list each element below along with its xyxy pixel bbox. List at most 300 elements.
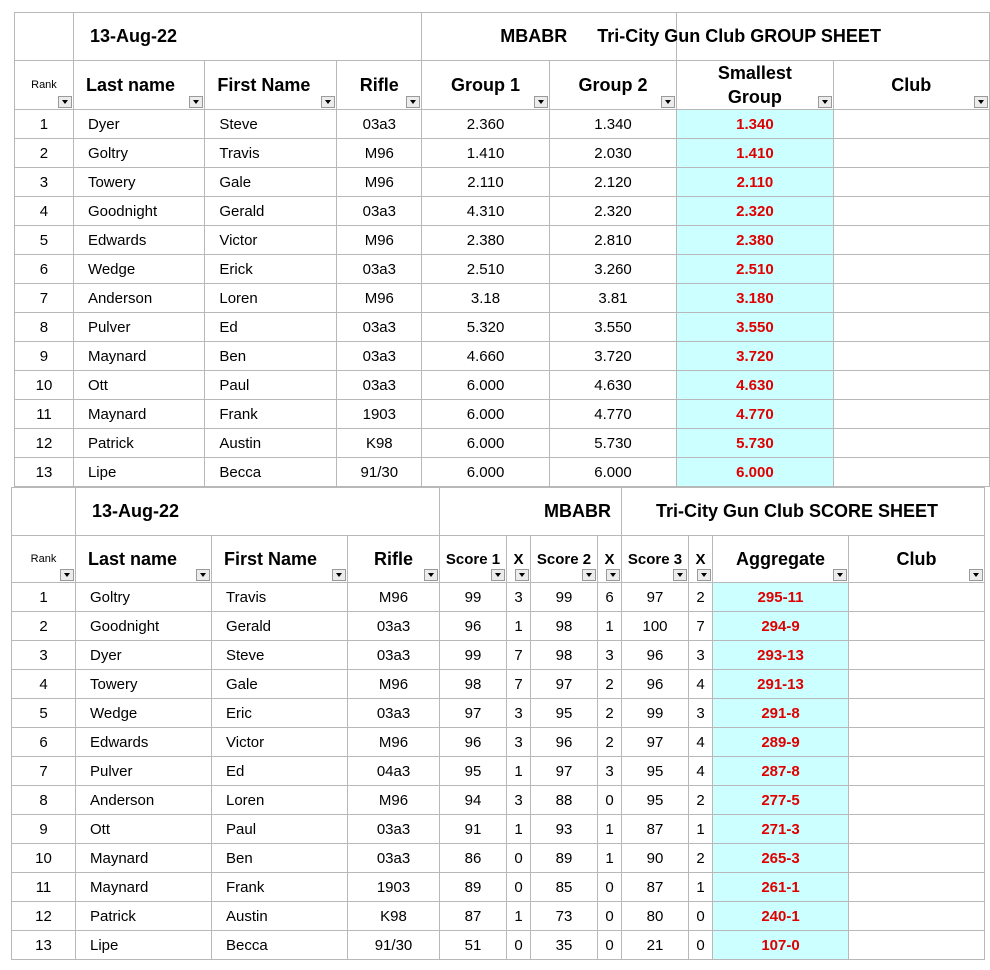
- column-header-rifle[interactable]: [337, 61, 422, 110]
- filter-dropdown-arrow-icon[interactable]: [60, 569, 74, 581]
- cell-x-2[interactable]: 3: [598, 757, 622, 786]
- column-header-first-name[interactable]: [212, 536, 348, 583]
- cell-aggregate[interactable]: 271-3: [713, 815, 849, 844]
- cell-rank[interactable]: 12: [15, 429, 74, 458]
- cell-last-name[interactable]: Maynard: [76, 873, 212, 902]
- cell-club[interactable]: [833, 313, 989, 342]
- cell-rank[interactable]: 3: [12, 641, 76, 670]
- cell-club[interactable]: [849, 670, 985, 699]
- cell-score-2[interactable]: 95: [531, 699, 598, 728]
- cell-last-name[interactable]: Towery: [73, 168, 204, 197]
- cell-rifle[interactable]: M96: [337, 284, 422, 313]
- cell-group-2[interactable]: 3.260: [549, 255, 676, 284]
- cell-x-2[interactable]: 1: [598, 844, 622, 873]
- cell-club[interactable]: [833, 197, 989, 226]
- cell-group-2[interactable]: 3.720: [549, 342, 676, 371]
- cell-last-name[interactable]: Anderson: [76, 786, 212, 815]
- cell-x-3[interactable]: 0: [689, 902, 713, 931]
- cell-score-3[interactable]: 87: [622, 873, 689, 902]
- cell-group-2[interactable]: 2.810: [549, 226, 676, 255]
- cell-smallest-group[interactable]: 3.550: [677, 313, 833, 342]
- column-header-club[interactable]: [849, 536, 985, 583]
- cell-rifle[interactable]: M96: [337, 168, 422, 197]
- cell-rank[interactable]: 10: [12, 844, 76, 873]
- cell-x-1[interactable]: 7: [507, 670, 531, 699]
- cell-first-name[interactable]: Ed: [205, 313, 337, 342]
- cell-first-name[interactable]: Steve: [205, 110, 337, 139]
- cell-score-2[interactable]: 85: [531, 873, 598, 902]
- cell-rifle[interactable]: 03a3: [348, 699, 440, 728]
- cell-rifle[interactable]: 91/30: [348, 931, 440, 960]
- cell-aggregate[interactable]: 287-8: [713, 757, 849, 786]
- cell-smallest-group[interactable]: 2.510: [677, 255, 833, 284]
- cell-score-1[interactable]: 87: [440, 902, 507, 931]
- cell-club[interactable]: [849, 583, 985, 612]
- cell-first-name[interactable]: Gerald: [205, 197, 337, 226]
- cell-club[interactable]: [849, 902, 985, 931]
- filter-dropdown-arrow-icon[interactable]: [697, 569, 711, 581]
- cell-score-2[interactable]: 97: [531, 757, 598, 786]
- cell-group-2[interactable]: 3.81: [549, 284, 676, 313]
- filter-dropdown-arrow-icon[interactable]: [406, 96, 420, 108]
- filter-dropdown-arrow-icon[interactable]: [661, 96, 675, 108]
- cell-last-name[interactable]: Patrick: [76, 902, 212, 931]
- cell-club[interactable]: [833, 429, 989, 458]
- cell-x-2[interactable]: 6: [598, 583, 622, 612]
- cell-first-name[interactable]: Austin: [212, 902, 348, 931]
- cell-rifle[interactable]: 03a3: [337, 313, 422, 342]
- cell-score-1[interactable]: 97: [440, 699, 507, 728]
- cell-first-name[interactable]: Becca: [212, 931, 348, 960]
- cell-rank[interactable]: 2: [15, 139, 74, 168]
- cell-x-3[interactable]: 7: [689, 612, 713, 641]
- cell-rifle[interactable]: 03a3: [348, 815, 440, 844]
- cell-last-name[interactable]: Lipe: [76, 931, 212, 960]
- cell-rifle[interactable]: M96: [348, 786, 440, 815]
- cell-smallest-group[interactable]: 2.380: [677, 226, 833, 255]
- cell-last-name[interactable]: Ott: [76, 815, 212, 844]
- cell-rank[interactable]: 11: [12, 873, 76, 902]
- cell-rank[interactable]: 8: [12, 786, 76, 815]
- cell-group-2[interactable]: 4.630: [549, 371, 676, 400]
- cell-group-2[interactable]: 5.730: [549, 429, 676, 458]
- cell-last-name[interactable]: Goodnight: [73, 197, 204, 226]
- cell-score-3[interactable]: 87: [622, 815, 689, 844]
- cell-score-2[interactable]: 93: [531, 815, 598, 844]
- cell-score-2[interactable]: 97: [531, 670, 598, 699]
- filter-dropdown-arrow-icon[interactable]: [974, 96, 988, 108]
- cell-x-1[interactable]: 0: [507, 873, 531, 902]
- cell-club[interactable]: [849, 699, 985, 728]
- cell-x-2[interactable]: 0: [598, 902, 622, 931]
- cell-aggregate[interactable]: 293-13: [713, 641, 849, 670]
- cell-last-name[interactable]: Anderson: [73, 284, 204, 313]
- filter-dropdown-arrow-icon[interactable]: [321, 96, 335, 108]
- cell-rank[interactable]: 4: [15, 197, 74, 226]
- group-sheet-date[interactable]: 13-Aug-22: [73, 13, 421, 61]
- cell-first-name[interactable]: Ben: [205, 342, 337, 371]
- cell-group-1[interactable]: 3.18: [422, 284, 549, 313]
- cell-score-1[interactable]: 94: [440, 786, 507, 815]
- cell-x-3[interactable]: 3: [689, 641, 713, 670]
- column-header-group-1[interactable]: [422, 61, 549, 110]
- cell-x-1[interactable]: 7: [507, 641, 531, 670]
- cell-first-name[interactable]: Travis: [205, 139, 337, 168]
- cell-score-1[interactable]: 96: [440, 612, 507, 641]
- cell-group-1[interactable]: 4.660: [422, 342, 549, 371]
- column-header-x-2[interactable]: [598, 536, 622, 583]
- cell-x-2[interactable]: 2: [598, 728, 622, 757]
- cell-rank[interactable]: 13: [12, 931, 76, 960]
- cell-score-3[interactable]: 96: [622, 641, 689, 670]
- cell-rank[interactable]: 10: [15, 371, 74, 400]
- filter-dropdown-arrow-icon[interactable]: [196, 569, 210, 581]
- cell-score-3[interactable]: 95: [622, 786, 689, 815]
- cell-score-1[interactable]: 95: [440, 757, 507, 786]
- cell-aggregate[interactable]: 295-11: [713, 583, 849, 612]
- cell-smallest-group[interactable]: 2.110: [677, 168, 833, 197]
- cell-rifle[interactable]: 1903: [348, 873, 440, 902]
- column-header-score-2[interactable]: [531, 536, 598, 583]
- cell-rifle[interactable]: M96: [337, 139, 422, 168]
- cell-score-1[interactable]: 51: [440, 931, 507, 960]
- cell-x-2[interactable]: 0: [598, 786, 622, 815]
- column-header-last-name[interactable]: [73, 61, 204, 110]
- cell-aggregate[interactable]: 289-9: [713, 728, 849, 757]
- filter-dropdown-arrow-icon[interactable]: [969, 569, 983, 581]
- cell-x-1[interactable]: 0: [507, 844, 531, 873]
- filter-dropdown-arrow-icon[interactable]: [491, 569, 505, 581]
- cell-rifle[interactable]: M96: [348, 670, 440, 699]
- cell-score-2[interactable]: 96: [531, 728, 598, 757]
- cell-last-name[interactable]: Edwards: [76, 728, 212, 757]
- cell-x-3[interactable]: 1: [689, 873, 713, 902]
- cell-club[interactable]: [833, 226, 989, 255]
- cell-club[interactable]: [849, 815, 985, 844]
- cell-score-2[interactable]: 99: [531, 583, 598, 612]
- cell-club[interactable]: [833, 284, 989, 313]
- cell-score-1[interactable]: 86: [440, 844, 507, 873]
- cell-score-2[interactable]: 73: [531, 902, 598, 931]
- filter-dropdown-arrow-icon[interactable]: [833, 569, 847, 581]
- cell-group-1[interactable]: 6.000: [422, 458, 549, 487]
- cell-rank[interactable]: 12: [12, 902, 76, 931]
- column-header-x-3[interactable]: [689, 536, 713, 583]
- cell-x-2[interactable]: 0: [598, 873, 622, 902]
- cell-rank[interactable]: 6: [12, 728, 76, 757]
- cell-smallest-group[interactable]: 5.730: [677, 429, 833, 458]
- cell-rifle[interactable]: 03a3: [337, 255, 422, 284]
- cell-rank[interactable]: 11: [15, 400, 74, 429]
- cell-x-1[interactable]: 1: [507, 612, 531, 641]
- cell-last-name[interactable]: Dyer: [76, 641, 212, 670]
- column-header-rank[interactable]: [12, 536, 76, 583]
- cell-x-2[interactable]: 3: [598, 641, 622, 670]
- cell-rank[interactable]: 6: [15, 255, 74, 284]
- score-sheet-match[interactable]: MBABR: [440, 488, 622, 536]
- cell-rank[interactable]: 2: [12, 612, 76, 641]
- cell-rank[interactable]: 3: [15, 168, 74, 197]
- cell-rank[interactable]: 7: [15, 284, 74, 313]
- cell-x-2[interactable]: 2: [598, 699, 622, 728]
- cell-x-2[interactable]: 1: [598, 612, 622, 641]
- cell-rifle[interactable]: K98: [337, 429, 422, 458]
- cell-rank[interactable]: 1: [12, 583, 76, 612]
- cell-group-1[interactable]: 2.510: [422, 255, 549, 284]
- score-sheet-title[interactable]: Tri-City Gun Club SCORE SHEET: [622, 488, 985, 536]
- cell-x-3[interactable]: 2: [689, 844, 713, 873]
- cell-group-2[interactable]: 2.120: [549, 168, 676, 197]
- cell-x-1[interactable]: 3: [507, 583, 531, 612]
- cell-club[interactable]: [849, 786, 985, 815]
- column-header-rank[interactable]: [15, 61, 74, 110]
- cell-rifle[interactable]: 03a3: [348, 641, 440, 670]
- cell-smallest-group[interactable]: 2.320: [677, 197, 833, 226]
- cell-last-name[interactable]: Pulver: [76, 757, 212, 786]
- cell-first-name[interactable]: Victor: [212, 728, 348, 757]
- cell-rifle[interactable]: 03a3: [348, 612, 440, 641]
- cell-rifle[interactable]: K98: [348, 902, 440, 931]
- cell-last-name[interactable]: Lipe: [73, 458, 204, 487]
- cell-group-1[interactable]: 2.380: [422, 226, 549, 255]
- cell-last-name[interactable]: Ott: [73, 371, 204, 400]
- cell-smallest-group[interactable]: 3.720: [677, 342, 833, 371]
- column-header-first-name[interactable]: [205, 61, 337, 110]
- cell-rifle[interactable]: 1903: [337, 400, 422, 429]
- cell-rifle[interactable]: 03a3: [348, 844, 440, 873]
- cell-rank[interactable]: 9: [12, 815, 76, 844]
- cell-first-name[interactable]: Paul: [205, 371, 337, 400]
- cell-rank[interactable]: 13: [15, 458, 74, 487]
- filter-dropdown-arrow-icon[interactable]: [189, 96, 203, 108]
- cell-club[interactable]: [849, 844, 985, 873]
- cell-first-name[interactable]: Erick: [205, 255, 337, 284]
- cell-club[interactable]: [849, 873, 985, 902]
- column-header-last-name[interactable]: [76, 536, 212, 583]
- cell-aggregate[interactable]: 294-9: [713, 612, 849, 641]
- cell-last-name[interactable]: Goltry: [73, 139, 204, 168]
- cell-aggregate[interactable]: 107-0: [713, 931, 849, 960]
- cell-rank[interactable]: 7: [12, 757, 76, 786]
- cell-club[interactable]: [849, 931, 985, 960]
- cell-score-2[interactable]: 35: [531, 931, 598, 960]
- cell-last-name[interactable]: Maynard: [73, 342, 204, 371]
- cell-first-name[interactable]: Paul: [212, 815, 348, 844]
- cell-club[interactable]: [833, 458, 989, 487]
- cell-x-3[interactable]: 4: [689, 728, 713, 757]
- cell-last-name[interactable]: Towery: [76, 670, 212, 699]
- cell-x-3[interactable]: 2: [689, 583, 713, 612]
- cell-aggregate[interactable]: 291-8: [713, 699, 849, 728]
- cell-club[interactable]: [849, 612, 985, 641]
- cell-rifle[interactable]: 04a3: [348, 757, 440, 786]
- column-header-smallest-group[interactable]: [677, 61, 833, 110]
- cell-group-1[interactable]: 5.320: [422, 313, 549, 342]
- cell-first-name[interactable]: Frank: [205, 400, 337, 429]
- cell-club[interactable]: [833, 255, 989, 284]
- cell-x-2[interactable]: 1: [598, 815, 622, 844]
- cell-score-3[interactable]: 96: [622, 670, 689, 699]
- cell-group-1[interactable]: 6.000: [422, 371, 549, 400]
- cell-x-3[interactable]: 0: [689, 931, 713, 960]
- filter-dropdown-arrow-icon[interactable]: [818, 96, 832, 108]
- cell-rifle[interactable]: 03a3: [337, 197, 422, 226]
- cell-first-name[interactable]: Frank: [212, 873, 348, 902]
- cell-aggregate[interactable]: 291-13: [713, 670, 849, 699]
- cell-score-1[interactable]: 99: [440, 583, 507, 612]
- column-header-club[interactable]: [833, 61, 989, 110]
- cell-score-3[interactable]: 90: [622, 844, 689, 873]
- cell-score-3[interactable]: 97: [622, 728, 689, 757]
- filter-dropdown-arrow-icon[interactable]: [58, 96, 72, 108]
- cell-first-name[interactable]: Gerald: [212, 612, 348, 641]
- cell-club[interactable]: [833, 342, 989, 371]
- cell-rank[interactable]: 4: [12, 670, 76, 699]
- cell-last-name[interactable]: Wedge: [76, 699, 212, 728]
- cell-smallest-group[interactable]: 6.000: [677, 458, 833, 487]
- cell-group-2[interactable]: 1.340: [549, 110, 676, 139]
- cell-group-2[interactable]: 2.320: [549, 197, 676, 226]
- cell-club[interactable]: [833, 168, 989, 197]
- cell-score-3[interactable]: 99: [622, 699, 689, 728]
- cell-x-3[interactable]: 2: [689, 786, 713, 815]
- cell-group-1[interactable]: 4.310: [422, 197, 549, 226]
- cell-club[interactable]: [833, 371, 989, 400]
- filter-dropdown-arrow-icon[interactable]: [582, 569, 596, 581]
- cell-score-3[interactable]: 97: [622, 583, 689, 612]
- cell-club[interactable]: [833, 139, 989, 168]
- cell-club[interactable]: [833, 110, 989, 139]
- cell-first-name[interactable]: Gale: [205, 168, 337, 197]
- cell-last-name[interactable]: Goltry: [76, 583, 212, 612]
- cell-group-2[interactable]: 4.770: [549, 400, 676, 429]
- cell-score-1[interactable]: 98: [440, 670, 507, 699]
- cell-last-name[interactable]: Pulver: [73, 313, 204, 342]
- cell-score-1[interactable]: 96: [440, 728, 507, 757]
- cell-last-name[interactable]: Maynard: [76, 844, 212, 873]
- cell-rifle[interactable]: 91/30: [337, 458, 422, 487]
- cell-x-1[interactable]: 3: [507, 728, 531, 757]
- cell-rifle[interactable]: 03a3: [337, 371, 422, 400]
- group-sheet-match[interactable]: MBABR: [422, 13, 677, 61]
- cell-score-2[interactable]: 98: [531, 612, 598, 641]
- cell-first-name[interactable]: Ben: [212, 844, 348, 873]
- cell-score-2[interactable]: 88: [531, 786, 598, 815]
- cell-x-1[interactable]: 1: [507, 757, 531, 786]
- cell-rank[interactable]: 5: [15, 226, 74, 255]
- cell-last-name[interactable]: Wedge: [73, 255, 204, 284]
- group-sheet-title[interactable]: Tri-City Gun Club GROUP SHEET: [597, 13, 910, 61]
- cell-x-1[interactable]: 1: [507, 902, 531, 931]
- filter-dropdown-arrow-icon[interactable]: [534, 96, 548, 108]
- column-header-score-3[interactable]: [622, 536, 689, 583]
- filter-dropdown-arrow-icon[interactable]: [332, 569, 346, 581]
- cell-first-name[interactable]: Victor: [205, 226, 337, 255]
- cell-rifle[interactable]: M96: [348, 583, 440, 612]
- cell-first-name[interactable]: Gale: [212, 670, 348, 699]
- cell-group-1[interactable]: 2.110: [422, 168, 549, 197]
- cell-first-name[interactable]: Loren: [212, 786, 348, 815]
- cell-score-1[interactable]: 89: [440, 873, 507, 902]
- cell-x-3[interactable]: 4: [689, 670, 713, 699]
- cell-score-3[interactable]: 100: [622, 612, 689, 641]
- cell-first-name[interactable]: Becca: [205, 458, 337, 487]
- cell-rifle[interactable]: M96: [348, 728, 440, 757]
- cell-last-name[interactable]: Dyer: [73, 110, 204, 139]
- cell-score-3[interactable]: 95: [622, 757, 689, 786]
- cell-first-name[interactable]: Loren: [205, 284, 337, 313]
- cell-score-2[interactable]: 89: [531, 844, 598, 873]
- column-header-rifle[interactable]: [348, 536, 440, 583]
- cell-score-1[interactable]: 91: [440, 815, 507, 844]
- cell-group-1[interactable]: 6.000: [422, 429, 549, 458]
- cell-aggregate[interactable]: 277-5: [713, 786, 849, 815]
- column-header-score-1[interactable]: [440, 536, 507, 583]
- cell-group-1[interactable]: 6.000: [422, 400, 549, 429]
- cell-x-1[interactable]: 1: [507, 815, 531, 844]
- cell-last-name[interactable]: Goodnight: [76, 612, 212, 641]
- cell-aggregate[interactable]: 265-3: [713, 844, 849, 873]
- column-header-aggregate[interactable]: [713, 536, 849, 583]
- cell-group-2[interactable]: 3.550: [549, 313, 676, 342]
- cell-x-2[interactable]: 2: [598, 670, 622, 699]
- cell-rank[interactable]: 1: [15, 110, 74, 139]
- filter-dropdown-arrow-icon[interactable]: [673, 569, 687, 581]
- score-sheet-date[interactable]: 13-Aug-22: [76, 488, 440, 536]
- cell-score-1[interactable]: 99: [440, 641, 507, 670]
- cell-rank[interactable]: 8: [15, 313, 74, 342]
- cell-first-name[interactable]: Travis: [212, 583, 348, 612]
- filter-dropdown-arrow-icon[interactable]: [424, 569, 438, 581]
- cell-first-name[interactable]: Steve: [212, 641, 348, 670]
- cell-score-3[interactable]: 80: [622, 902, 689, 931]
- cell-smallest-group[interactable]: 1.410: [677, 139, 833, 168]
- cell-rank[interactable]: 9: [15, 342, 74, 371]
- cell-club[interactable]: [833, 400, 989, 429]
- cell-smallest-group[interactable]: 1.340: [677, 110, 833, 139]
- cell-aggregate[interactable]: 261-1: [713, 873, 849, 902]
- cell-group-1[interactable]: 2.360: [422, 110, 549, 139]
- cell-smallest-group[interactable]: 4.770: [677, 400, 833, 429]
- cell-group-1[interactable]: 1.410: [422, 139, 549, 168]
- cell-x-1[interactable]: 0: [507, 931, 531, 960]
- cell-x-1[interactable]: 3: [507, 699, 531, 728]
- cell-aggregate[interactable]: 240-1: [713, 902, 849, 931]
- cell-first-name[interactable]: Ed: [212, 757, 348, 786]
- cell-club[interactable]: [849, 728, 985, 757]
- cell-group-2[interactable]: 2.030: [549, 139, 676, 168]
- cell-x-3[interactable]: 1: [689, 815, 713, 844]
- cell-club[interactable]: [849, 757, 985, 786]
- cell-first-name[interactable]: Eric: [212, 699, 348, 728]
- cell-x-1[interactable]: 3: [507, 786, 531, 815]
- cell-rifle[interactable]: 03a3: [337, 110, 422, 139]
- cell-group-2[interactable]: 6.000: [549, 458, 676, 487]
- cell-first-name[interactable]: Austin: [205, 429, 337, 458]
- column-header-x-1[interactable]: [507, 536, 531, 583]
- cell-rank[interactable]: 5: [12, 699, 76, 728]
- cell-rifle[interactable]: 03a3: [337, 342, 422, 371]
- cell-last-name[interactable]: Patrick: [73, 429, 204, 458]
- cell-last-name[interactable]: Edwards: [73, 226, 204, 255]
- cell-x-3[interactable]: 3: [689, 699, 713, 728]
- cell-smallest-group[interactable]: 3.180: [677, 284, 833, 313]
- cell-score-2[interactable]: 98: [531, 641, 598, 670]
- filter-dropdown-arrow-icon[interactable]: [515, 569, 529, 581]
- cell-score-3[interactable]: 21: [622, 931, 689, 960]
- column-header-group-2[interactable]: [549, 61, 676, 110]
- cell-x-2[interactable]: 0: [598, 931, 622, 960]
